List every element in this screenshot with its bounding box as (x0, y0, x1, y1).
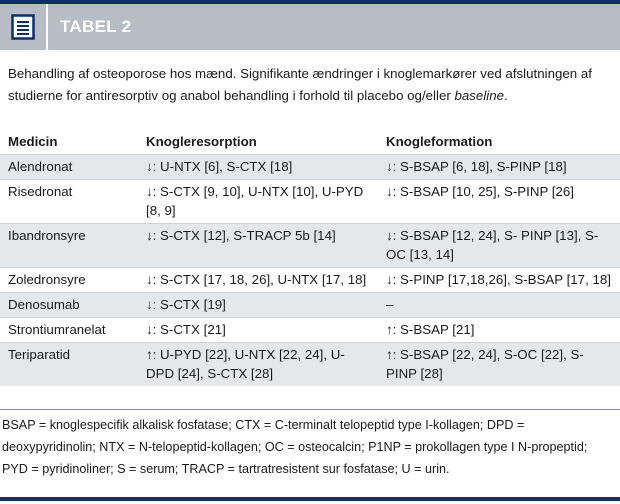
table-header-band (0, 0, 620, 50)
cell-medicin: Teriparatid (0, 343, 138, 387)
table-title: TABEL 2 (60, 17, 132, 36)
document-icon (0, 4, 48, 50)
table-row (0, 293, 620, 318)
cell-formation: ↑: S-BSAP [22, 24], S-OC [22], S-PINP [28] (378, 343, 620, 387)
cell-resorption: ↓: S-CTX [21] (138, 318, 378, 343)
cell-formation: ↓: S-BSAP [10, 25], S-PINP [26] (378, 180, 620, 224)
table-row (0, 155, 620, 180)
caption-end: . (504, 88, 508, 103)
caption-text: Behandling af osteoporose hos mænd. Signifikante ændringer i knoglemarkører ved afslutningen af studierne for antiresorptiv og anabol behandling i forhold til placebo og/eller (8, 66, 592, 103)
column-header-medicin: Medicin (8, 133, 58, 149)
table-row (0, 268, 620, 293)
cell-medicin: Denosumab (0, 293, 138, 318)
cell-medicin: Risedronat (0, 180, 138, 224)
cell-resorption: ↓: S-CTX [17, 18, 26], U-NTX [17, 18] (138, 268, 378, 293)
table-row (0, 343, 620, 387)
cell-resorption: ↓: S-CTX [19] (138, 293, 378, 318)
cell-medicin: Strontiumranelat (0, 318, 138, 343)
cell-formation: ↓: S-BSAP [12, 24], S- PINP [13], S-OC [13, 14] (378, 224, 620, 268)
table-row (0, 224, 620, 268)
cell-formation: – (378, 293, 620, 318)
cell-formation: ↓: S-PINP [17,18,26], S-BSAP [17, 18] (378, 268, 620, 293)
markers-table (0, 126, 620, 386)
table-row (0, 318, 620, 343)
cell-medicin: Alendronat (0, 155, 138, 180)
table-row (0, 180, 620, 224)
table-footnote: BSAP = knoglespecifik alkalisk fosfatase; CTX = C-terminalt telopeptid type I-kollagen; DPD = deoxypyridinolin; NTX = N-telopeptid-kollagen; OC = osteocalcin; P1NP = prokollagen type I N-propeptid; PYD = pyridinoliner; S = serum; TRACP = tartratresistent sur fosfatase; U = urin. (0, 409, 620, 480)
cell-resorption: ↓: S-CTX [12], S-TRACP 5b [14] (138, 224, 378, 268)
cell-resorption: ↓: U-NTX [6], S-CTX [18] (138, 155, 378, 180)
cell-resorption: ↑: U-PYD [22], U-NTX [22, 24], U-DPD [24], S-CTX [28] (138, 343, 378, 387)
caption-italic: baseline (454, 88, 505, 103)
cell-formation: ↓: S-BSAP [6, 18], S-PINP [18] (378, 155, 620, 180)
column-header-formation: Knogleformation (386, 133, 493, 149)
cell-formation: ↑: S-BSAP [21] (378, 318, 620, 343)
table-caption (8, 63, 614, 107)
cell-medicin: Ibandronsyre (0, 224, 138, 268)
cell-resorption: ↓: S-CTX [9, 10], U-NTX [10], U-PYD [8, 9] (138, 180, 378, 224)
column-header-resorption: Knogleresorption (146, 133, 257, 149)
table-head-row (0, 126, 620, 155)
bottom-rule (0, 497, 620, 501)
cell-medicin: Zoledronsyre (0, 268, 138, 293)
